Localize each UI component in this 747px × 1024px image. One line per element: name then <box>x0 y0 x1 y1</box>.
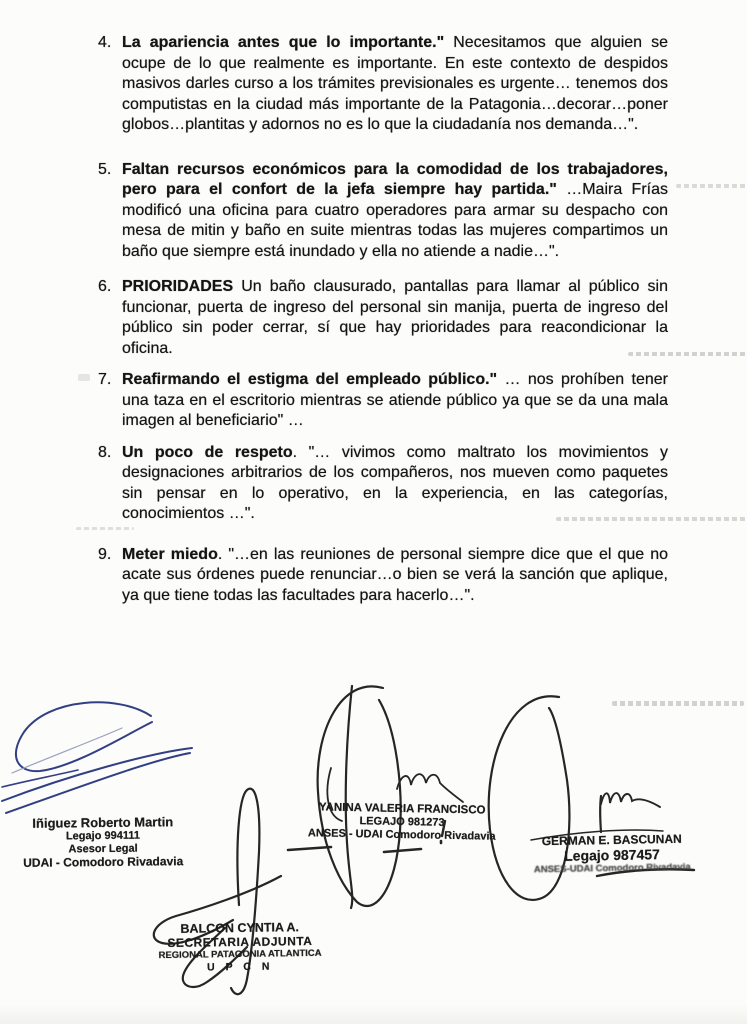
item-text <box>122 277 668 359</box>
scan-artifact <box>628 352 746 356</box>
item-text <box>122 370 668 432</box>
item-rest: … nos prohíben tener una taza en el escritorio mientras se atiende público ya que se da una mala imagen al beneficiario" … <box>122 371 668 429</box>
stamp-balcon <box>150 920 331 976</box>
signature-iniguez-icon <box>2 702 192 813</box>
stamp-office: UDAI - Comodoro Rivadavia <box>23 854 184 870</box>
item-number: 9. <box>98 545 112 563</box>
item-bold-lead: La apariencia antes que lo importante." <box>122 34 445 51</box>
item-bold-lead: PRIORIDADES <box>122 278 234 295</box>
item-number: 6. <box>98 278 112 295</box>
list-item-8 <box>98 443 668 525</box>
list-item-7 <box>98 370 668 432</box>
item-bold-lead: Reafirmando el estigma del empleado público." <box>122 371 498 388</box>
stamp-name: YANINA VALERIA FRANCISCO <box>318 801 486 817</box>
item-number: 7. <box>98 371 112 388</box>
stamp-bascunan <box>512 831 713 876</box>
stamp-role: SECRETARIA ADJUNTA <box>167 933 313 951</box>
list-item-6 <box>98 277 668 359</box>
signature-francisco-icon <box>288 686 463 908</box>
stamp-office: ANSES-UDAI Comodoro Rivadavia <box>533 861 691 876</box>
item-rest: Necesitamos que alguien se ocupe de lo que realmente es importante. En este contexto de despidos masivos darles curso a los trámites previsionales es urgente… tenemos dos computistas en la ciudad más importante de la Patagonia…decorar…poner globos…plantitas y adornos no es lo que la ciudadanía nos demanda…". <box>122 34 669 133</box>
stamp-name: GERMAN E. BASCUNAN <box>541 831 682 849</box>
item-rest: …Maira Frías modificó una oficina para cuatro operadores para armar su despacho con mesa de mitin y baño en suite mientras todas las mujeres compartimos un baño que siempre está inundado y ella no atiende a nadie…". <box>122 181 669 260</box>
stamp-iniguez <box>8 815 199 870</box>
stamp-legajo: LEGAJO 981273 <box>359 815 445 829</box>
stamp-legajo: Legajo 994111 <box>65 829 140 843</box>
scan-artifact <box>676 184 746 188</box>
stamp-name: Iñiguez Roberto Martin <box>32 814 174 831</box>
stamp-union: U P C N <box>207 960 274 974</box>
scan-artifact <box>556 517 746 521</box>
item-bold-lead: Un poco de respeto <box>122 443 293 461</box>
scan-artifact <box>76 527 134 530</box>
item-text <box>122 160 668 263</box>
list-item-9 <box>98 545 668 607</box>
scan-shadow <box>0 1004 747 1024</box>
stamp-francisco <box>288 801 517 844</box>
stamp-region: REGIONAL PATAGONIA ATLANTICA <box>158 947 322 962</box>
item-rest: . "… vivimos como maltrato los movimientos y designaciones arbitrarios de los compañeros, nos mueven como paquetes sin pensar en lo operativo, en la experiencia, en las categorías, conocimientos …". <box>122 443 668 522</box>
item-text <box>122 443 668 525</box>
list-item-5 <box>98 160 668 263</box>
stamp-name: BALCON CYNTIA A. <box>180 920 300 936</box>
item-rest: . "…en las reuniones de personal siempre dice que el que no acate sus órdenes puede renunciar…o bien se verá la sanción que aplique, ya que tiene todas las facultades para hacerlo…". <box>122 545 668 604</box>
stamp-office: ANSES - UDAI Comodoro Rivadavia <box>307 827 496 843</box>
item-bold-lead: Meter miedo <box>122 545 218 563</box>
item-bold-lead: Faltan recursos económicos para la comodidad de los trabajadores, pero para el confort de la jefa siempre hay partida." <box>122 160 668 198</box>
item-number: 4. <box>98 34 112 51</box>
item-text <box>122 545 668 607</box>
item-number: 8. <box>98 443 112 461</box>
item-number: 5. <box>98 160 112 178</box>
item-rest: Un baño clausurado, pantallas para llamar al público sin funcionar, puerta de ingreso del personal sin manija, puerta de ingreso del público sin poder cerrar, sí que hay prioridades para reacondicionar la oficina. <box>122 278 668 357</box>
item-text <box>122 33 668 136</box>
stamp-legajo: Legajo 987457 <box>564 846 661 864</box>
stamp-role: Asesor Legal <box>68 842 138 855</box>
scan-artifact <box>78 374 90 381</box>
list-item-4 <box>98 33 668 136</box>
